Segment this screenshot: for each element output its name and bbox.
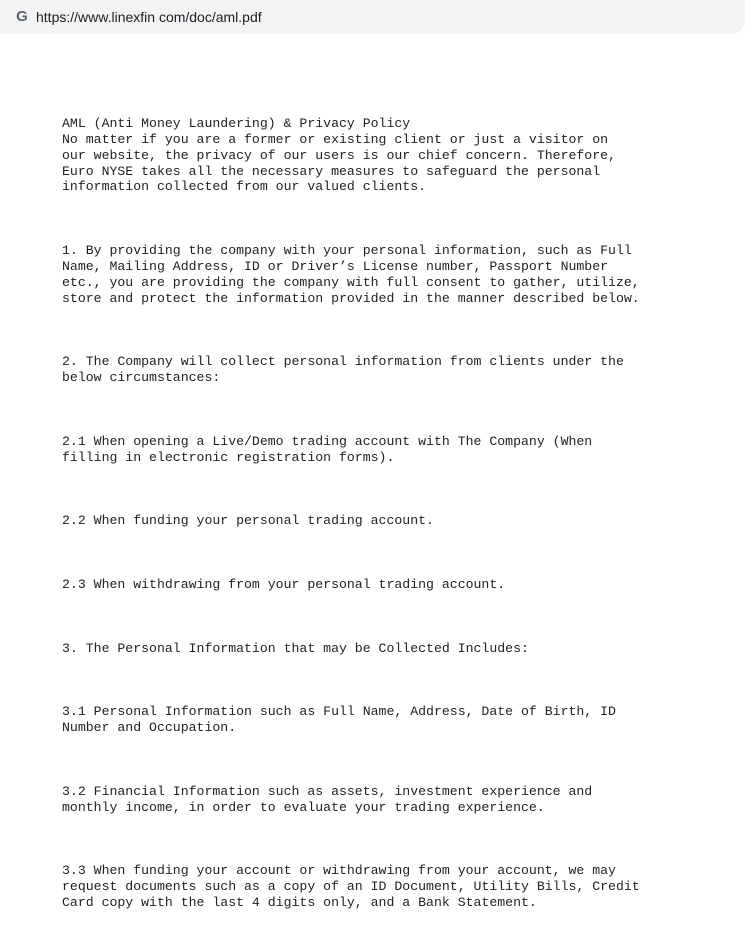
url-text[interactable]: https://www.linexfin com/doc/aml.pdf [36,9,262,25]
doc-paragraph: 3. The Personal Information that may be Collected Includes: [62,640,529,656]
doc-paragraph: 3.1 Personal Information such as Full Name, Address, Date of Birth, ID Number and Occupation. [62,704,616,736]
doc-paragraph: 3.3 When funding your account or withdrawing from your account, we may request documents such as a copy of an ID Document, Utility Bills, Credit Card copy with the last 4 digits only, and a Bank Statement. [62,863,640,911]
doc-paragraph: 2. The Company will collect personal information from clients under the below circumstances: [62,354,624,386]
doc-paragraph: AML (Anti Money Laundering) & Privacy Policy No matter if you are a former or existing client or just a visitor on our website, the privacy of our users is our chief concern. Therefore, Euro NYSE takes all the necessary measures to safeguard the personal information collected from our valued clients. [62,115,616,195]
pdf-document-text [62,84,712,927]
doc-paragraph: 2.2 When funding your personal trading account. [62,513,434,529]
google-g-icon: G [16,8,28,25]
doc-paragraph: 3.2 Financial Information such as assets, investment experience and monthly income, in order to evaluate your trading experience. [62,783,593,815]
doc-paragraph: 2.3 When withdrawing from your personal trading account. [62,577,506,593]
doc-paragraph: 1. By providing the company with your personal information, such as Full Name, Mailing Address, ID or Driver’s License number, Passport Number etc., you are providing the company with full consent to gather, utilize, store and protect the information provided in the manner described below. [62,243,640,306]
address-bar[interactable] [0,0,745,34]
doc-paragraph: 2.1 When opening a Live/Demo trading account with The Company (When filling in electronic registration forms). [62,433,593,465]
